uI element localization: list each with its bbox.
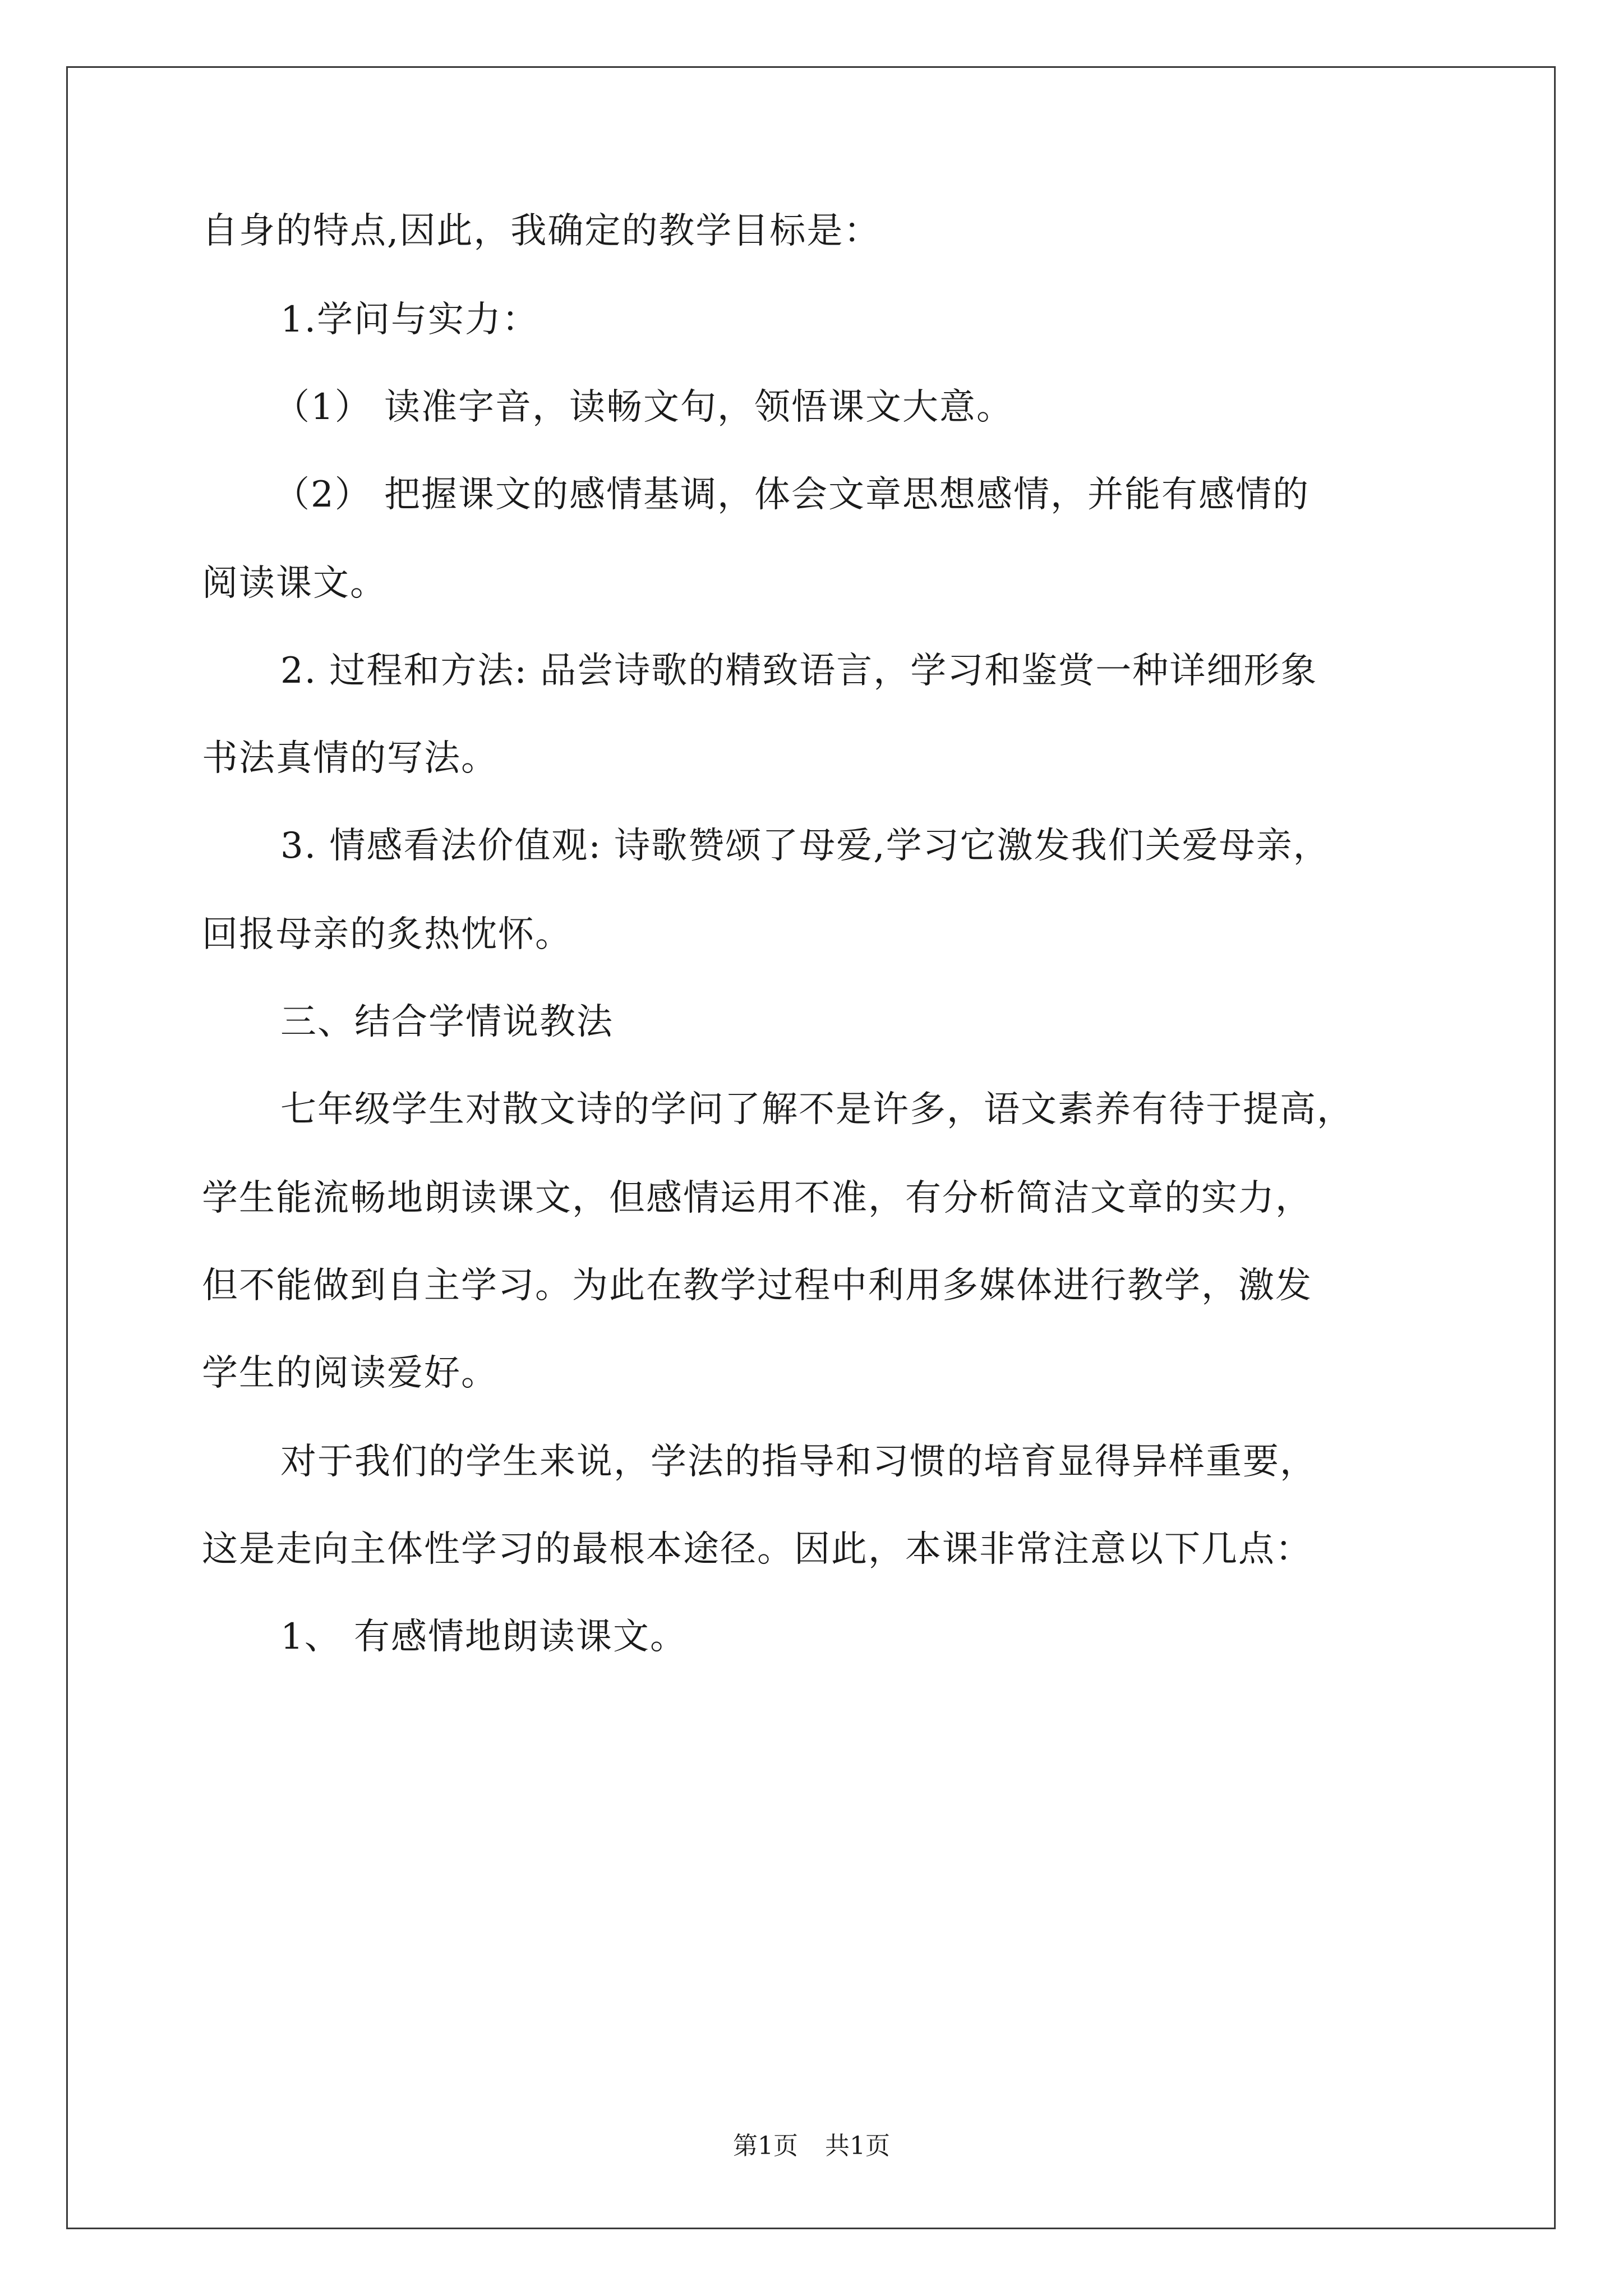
text-line-11: 七年级学生对散文诗的学问了解不是许多，语文素养有待于提高， [280,1089,1354,1130]
text-line-14: 学生的阅读爱好。 [202,1352,498,1394]
page-number: 第1页 [733,2132,798,2160]
text-line-1: 自身的特点,因此，我确定的教学目标是： [202,210,881,252]
page-footer [0,2131,1623,2162]
text-line-8: 3. 情感看法价值观: 诗歌赞颂了母爱,学习它激发我们关爱母亲， [280,825,1330,867]
text-line-16: 这是走向主体性学习的最根本途径。因此，本课非常注意以下几点： [202,1529,1312,1570]
text-line-9: 回报母亲的炙热忱怀。 [202,914,572,955]
text-line-7: 书法真情的写法。 [202,738,498,779]
section-heading: 三、结合学情说教法 [280,1001,614,1043]
text-line-6: 2. 过程和方法: 品尝诗歌的精致语言，学习和鉴赏一种详细形象 [280,650,1318,692]
text-line-17: 1、 有感情地朗读课文。 [280,1616,688,1658]
text-line-3: （1） 读准字音，读畅文句，领悟课文大意。 [274,386,1014,428]
text-line-12: 学生能流畅地朗读课文，但感情运用不准，有分析简洁文章的实力， [202,1177,1312,1219]
page-total: 共1页 [825,2132,890,2160]
text-line-15: 对于我们的学生来说，学法的指导和习惯的培育显得异样重要， [280,1441,1317,1483]
text-line-13: 但不能做到自主学习。为此在教学过程中利用多媒体进行教学，激发 [202,1265,1312,1306]
text-line-4: （2） 把握课文的感情基调，体会文章思想感情，并能有感情的 [274,474,1310,516]
text-line-2: 1.学问与实力： [280,299,540,341]
text-line-5: 阅读课文。 [202,563,387,604]
